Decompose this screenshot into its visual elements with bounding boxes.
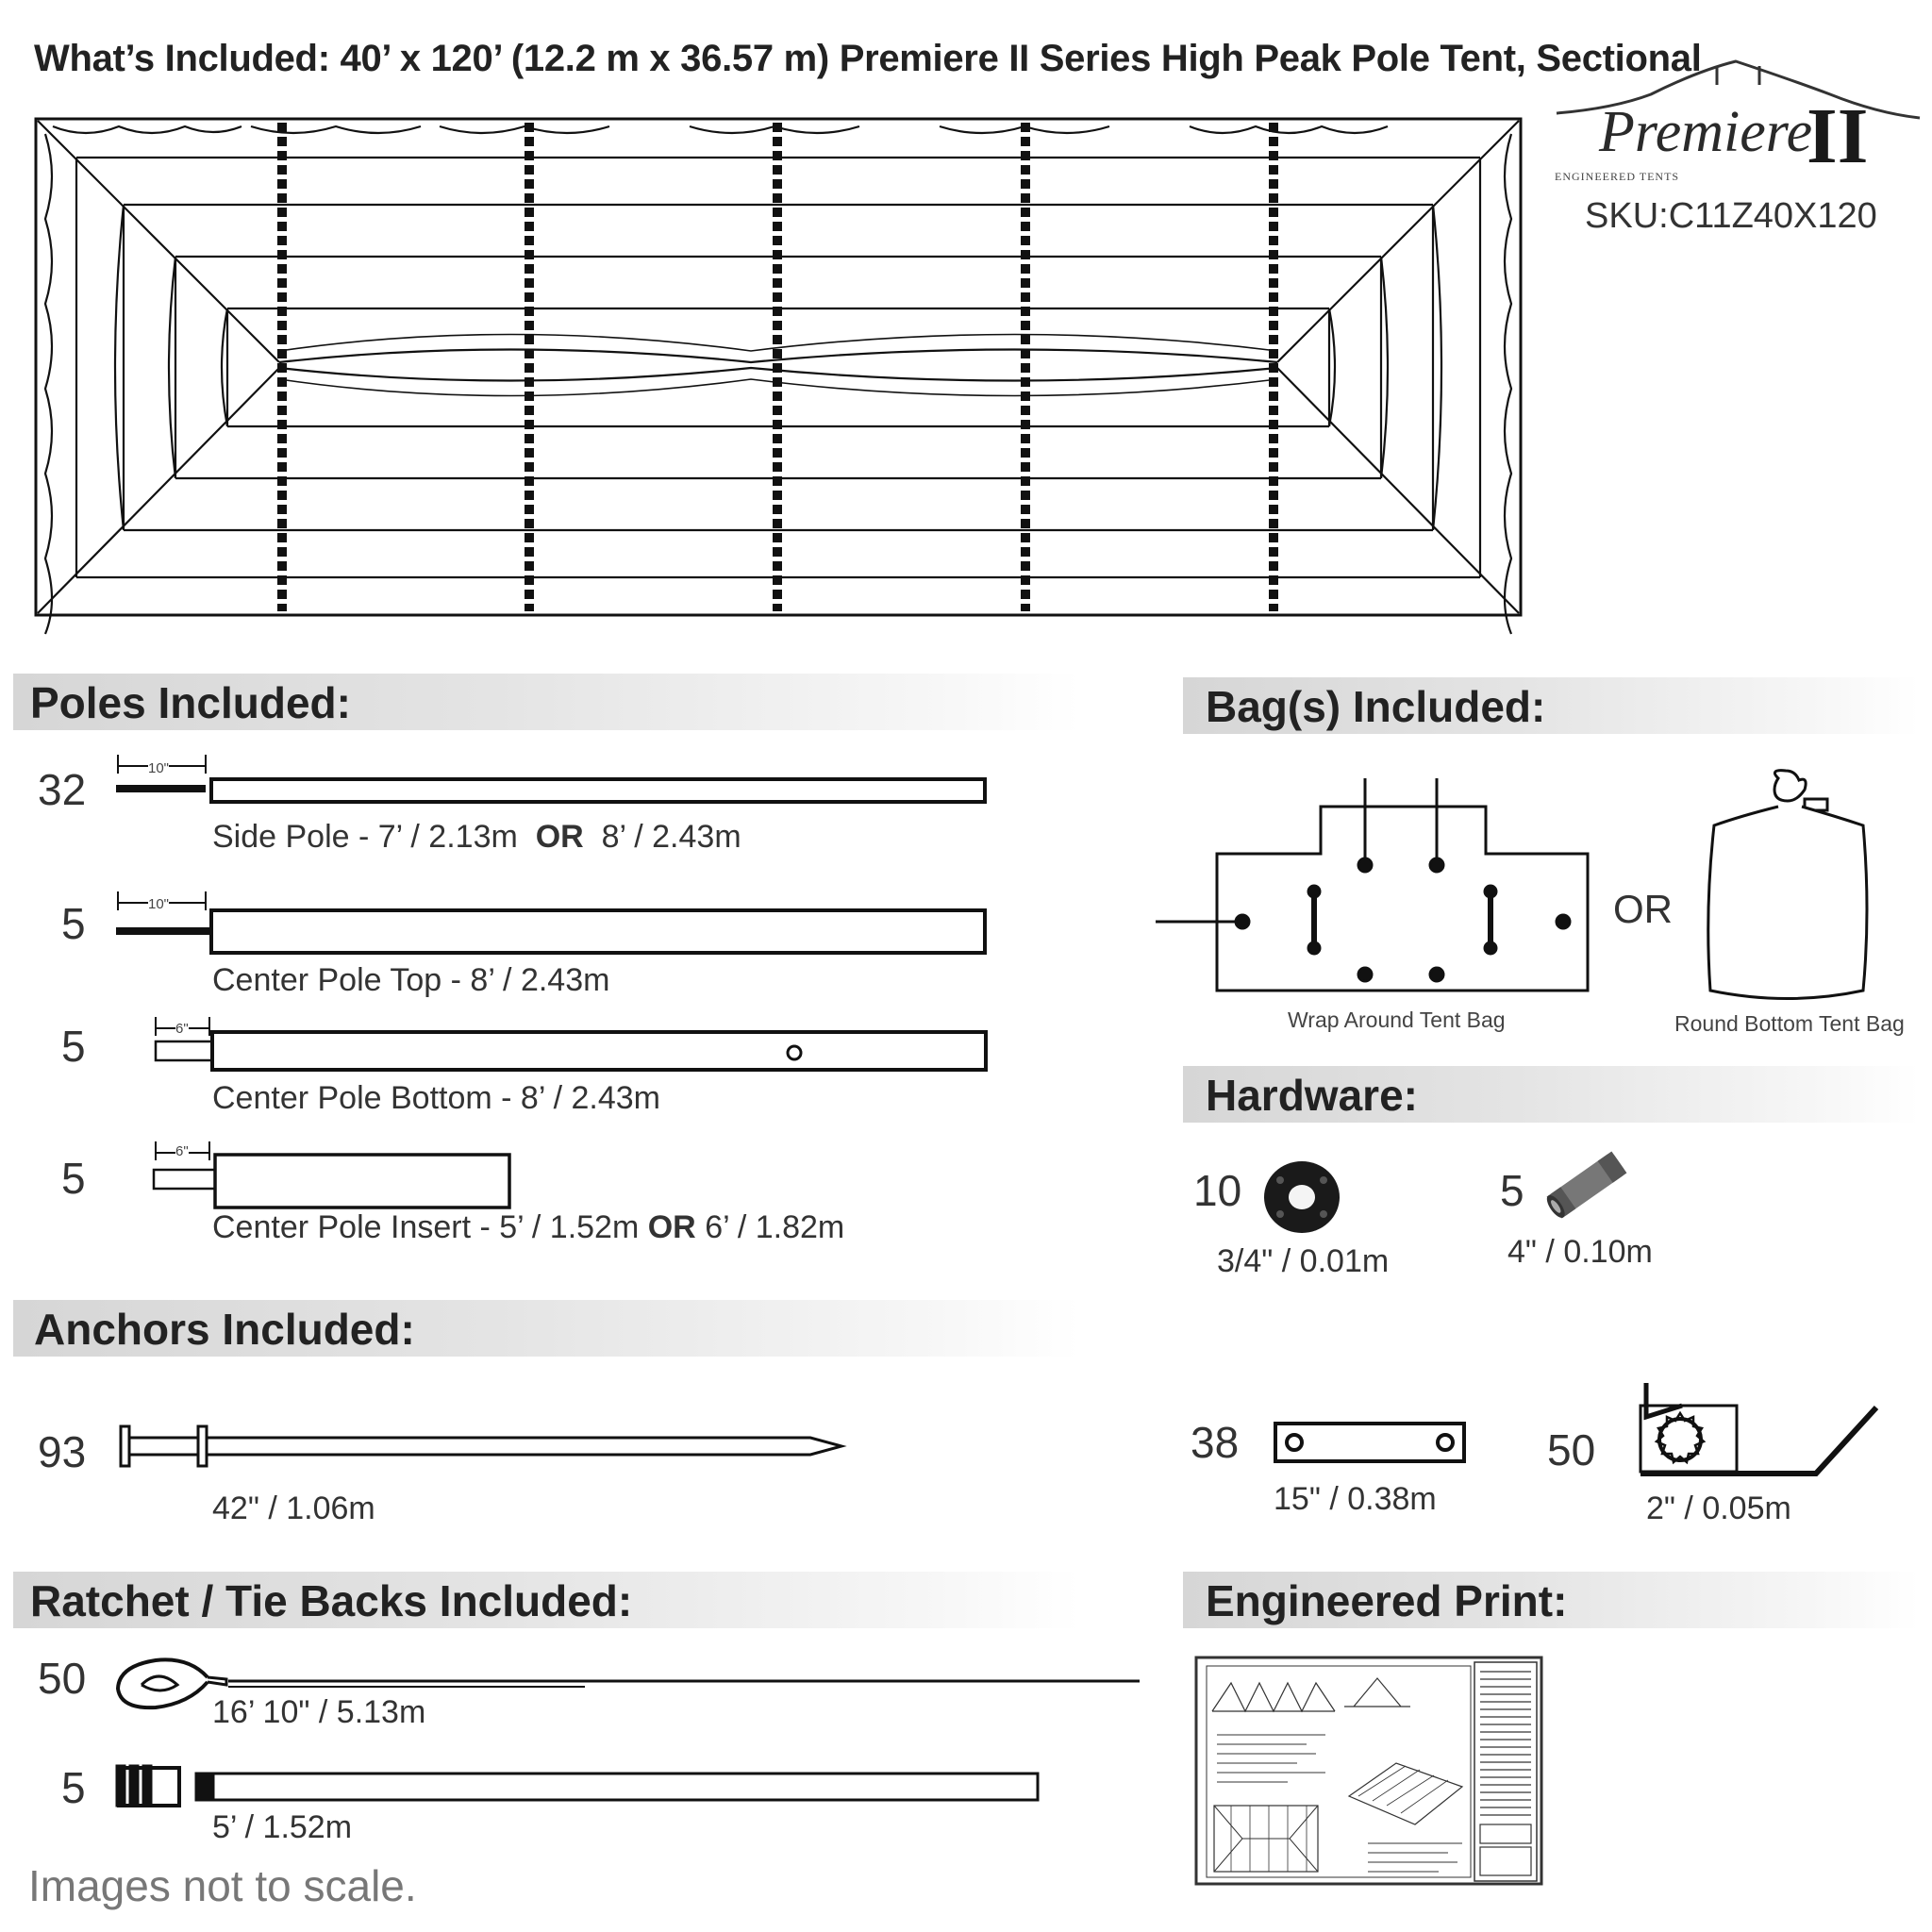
poles-heading: Poles Included:: [30, 678, 351, 727]
logo-wordmark: Premiere: [1599, 100, 1813, 164]
strap-plate-icon: [1272, 1420, 1470, 1467]
ratchet-bracket-icon: [1637, 1379, 1882, 1478]
pipe-nipple-qty: 5: [1500, 1166, 1524, 1215]
center-pole-top-icon: [113, 891, 991, 958]
anchors-heading: Anchors Included:: [34, 1305, 415, 1354]
logo-tagline: ENGINEERED TENTS: [1555, 170, 1680, 183]
strap-plate-label: 15" / 0.38m: [1274, 1481, 1437, 1517]
ratchet-bracket-qty: 50: [1547, 1425, 1596, 1474]
pipe-nipple-label: 4" / 0.10m: [1507, 1234, 1653, 1270]
sku-label: SKU:C11Z40X120: [1585, 196, 1877, 236]
ratchet-strap-label: 16’ 10" / 5.13m: [212, 1694, 426, 1730]
center-pole-insert-label: Center Pole Insert - 5’ / 1.52m OR 6’ / 1.82m: [212, 1209, 845, 1245]
center-pole-insert-qty: 5: [61, 1154, 86, 1203]
center-pole-top-dim: 10": [148, 896, 170, 912]
strap-plate-qty: 38: [1191, 1418, 1240, 1467]
bags-heading: Bag(s) Included:: [1206, 682, 1546, 731]
engineered-print-thumbnail: [1193, 1655, 1544, 1887]
tent-top-view-diagram: [34, 115, 1524, 620]
center-pole-bottom-label: Center Pole Bottom - 8’ / 2.43m: [212, 1080, 660, 1116]
side-pole-label: Side Pole - 7’ / 2.13m OR 8’ / 2.43m: [212, 819, 741, 855]
washer-label: 3/4" / 0.01m: [1217, 1243, 1390, 1279]
bags-or-label: OR: [1613, 887, 1673, 931]
wrap-around-bag-label: Wrap Around Tent Bag: [1288, 1008, 1506, 1032]
center-pole-top-label: Center Pole Top - 8’ / 2.43m: [212, 962, 610, 998]
page-title: What’s Included: 40’ x 120’ (12.2 m x 36.57 m) Premiere II Series High Peak Pole Tent, Sectional: [34, 38, 1702, 79]
tie-back-ratchet-icon: [115, 1760, 1040, 1813]
anchor-stake-qty: 93: [38, 1427, 87, 1476]
wrap-around-bag-icon: [1156, 778, 1590, 1005]
ratchet-strap-qty: 50: [38, 1654, 87, 1703]
side-pole-icon: [113, 755, 991, 811]
ratchets-heading: Ratchet / Tie Backs Included:: [30, 1576, 633, 1625]
tie-back-qty: 5: [61, 1763, 86, 1812]
pipe-nipple-icon: [1540, 1149, 1634, 1220]
center-pole-bottom-dim: 6": [175, 1021, 189, 1037]
round-bottom-bag-icon: [1703, 769, 1873, 1009]
side-pole-qty: 32: [38, 765, 87, 814]
hardware-heading: Hardware:: [1206, 1071, 1418, 1120]
logo-numeral: II: [1807, 92, 1869, 180]
washer-icon: [1259, 1156, 1344, 1236]
anchor-stake-label: 42" / 1.06m: [212, 1491, 375, 1526]
center-pole-bottom-icon: [151, 1017, 1000, 1083]
washer-qty: 10: [1193, 1166, 1242, 1215]
tie-back-label: 5’ / 1.52m: [212, 1809, 353, 1845]
round-bottom-bag-label: Round Bottom Tent Bag: [1674, 1011, 1905, 1036]
ratchet-bracket-label: 2" / 0.05m: [1646, 1491, 1791, 1526]
side-pole-dim: 10": [148, 760, 170, 776]
center-pole-top-qty: 5: [61, 899, 86, 948]
scale-note: Images not to scale.: [28, 1861, 417, 1910]
engineered-heading: Engineered Print:: [1206, 1576, 1568, 1625]
center-pole-bottom-qty: 5: [61, 1022, 86, 1071]
center-pole-insert-dim: 6": [175, 1143, 189, 1159]
anchor-stake-icon: [117, 1423, 853, 1470]
